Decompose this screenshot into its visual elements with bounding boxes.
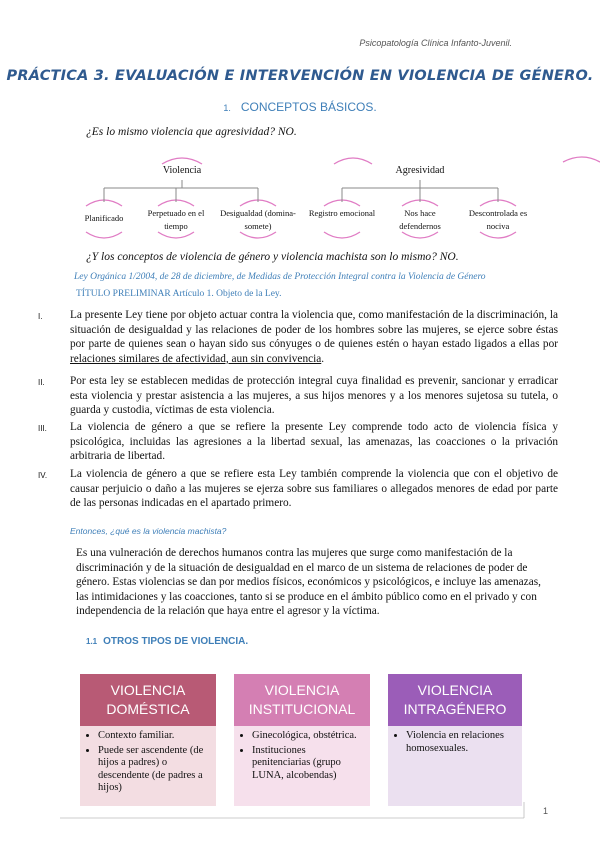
question-2: ¿Y los conceptos de violencia de género y violencia machista son lo mismo? NO. <box>86 251 459 263</box>
node-violencia: Violencia <box>162 165 202 176</box>
node-child: Desigualdad (domina-somete) <box>220 208 296 231</box>
card-body <box>388 726 522 806</box>
arc-decoration <box>86 232 122 238</box>
section-heading <box>0 100 600 114</box>
card-header: VIOLENCIA INSTITUCIONAL <box>234 674 370 726</box>
node-child: Planificado <box>84 213 124 223</box>
page-footer-line <box>0 798 600 828</box>
card-header: VIOLENCIA DOMÉSTICA <box>80 674 216 726</box>
arc-decoration <box>162 158 202 164</box>
item-number: I. <box>38 312 43 321</box>
arc-decoration <box>324 232 360 238</box>
concept-diagram <box>0 150 600 250</box>
card-bullet: • Instituciones penitenciarias (grupo LUNA, alcobendas) <box>252 745 364 783</box>
item-number: II. <box>38 378 45 387</box>
arc-decoration <box>334 158 372 164</box>
page-header: Psicopatología Clínica Infanto-Juvenil. <box>359 38 512 48</box>
node-child: Nos hace defendernos <box>399 208 441 231</box>
card-bullet: • Violencia en relaciones homosexuales. <box>406 730 516 755</box>
question-1: ¿Es lo mismo violencia que agresividad? NO. <box>86 126 297 138</box>
subsection-number: 1.1 <box>86 637 98 646</box>
subheading-question: Entonces, ¿qué es la violencia machista? <box>70 526 227 536</box>
definition-paragraph: Es una vulneración de derechos humanos contra las mujeres que surge como manifestación de la discriminación y de la situación de desigualdad en el marco de un sistema de relaciones de poder de género. Estas violencias se dan por medios físicos, económicos y psicológicos, e incluye las amenazas, las intimidaciones y las coacciones, tanto si se produce en el ámbito público como en el privado y con independencia de la relación que haya entre el agresor y la víctima. <box>76 547 541 617</box>
card-bullet: • Puede ser ascendente (de hijos a padres) o descendente (de padres a hijos) <box>98 745 210 795</box>
violence-type-card <box>80 674 216 806</box>
page-number: 1 <box>542 806 548 816</box>
section-number: 1. <box>223 103 231 113</box>
node-child: Descontrolada es nociva <box>468 208 528 231</box>
law-item: La presente Ley tiene por objeto actuar contra la violencia que, como manifestación de la discriminación, la situación de desigualdad y las relaciones de poder de los hombres sobre las mujeres, se ejerce sobre éstas por parte de quienes sean o hayan sido sus cónyuges o de quienes estén o hayan estado ligados a ellas por relaciones similares de afectividad, aun sin convivencia. <box>70 309 558 365</box>
card-body <box>234 726 370 806</box>
violence-type-card <box>234 674 370 806</box>
card-body <box>80 726 216 806</box>
law-item: La violencia de género a que se refiere esta Ley también comprende la violencia que con el objetivo de causar perjuicio o daño a las mujeres se ejerza sobre sus familiares o allegados menores de edad por parte de las personas indicadas en el apartado primero. <box>70 468 558 509</box>
section-label: CONCEPTOS BÁSICOS. <box>240 100 377 114</box>
underlined-phrase: relaciones similares de afectividad, aun sin convivencia <box>70 352 322 365</box>
subsection-heading <box>86 636 248 647</box>
law-title: TÍTULO PRELIMINAR Artículo 1. Objeto de la Ley. <box>76 289 282 299</box>
node-child: Registro emocional <box>308 208 376 218</box>
node-agresividad: Agresividad <box>395 165 445 176</box>
law-item: Por esta ley se establecen medidas de protección integral cuya finalidad es prevenir, sancionar y erradicar esta violencia y prestar asistencia a las mujeres, a sus hijos menores y a los menores sujetosa su tutela, o guarda y custodia, víctimas de esta violencia. <box>70 375 558 416</box>
item-number: IV. <box>38 471 48 480</box>
item-number: III. <box>38 424 47 433</box>
law-item: La violencia de género a que se refiere la presente Ley comprende todo acto de violencia física y psicológica, incluidas las agresiones a la libertad sexual, las amenazas, las coacciones o la privación arbitraria de libertad. <box>70 421 558 462</box>
page-title: PRÁCTICA 3. EVALUACIÓN E INTERVENCIÓN EN VIOLENCIA DE GÉNERO. <box>6 68 594 84</box>
card-bullet: • Contexto familiar. <box>98 730 210 743</box>
arc-decoration <box>563 157 600 162</box>
law-reference: Ley Orgánica 1/2004, de 28 de diciembre, de Medidas de Protección Integral contra la Violencia de Género <box>74 272 486 282</box>
card-header: VIOLENCIA INTRAGÉNERO <box>388 674 522 726</box>
card-bullet: • Ginecológica, obstétrica. <box>252 730 364 743</box>
node-child: Perpetuado en el tiempo <box>147 208 205 231</box>
violence-type-card <box>388 674 522 806</box>
subsection-label: OTROS TIPOS DE VIOLENCIA. <box>103 636 249 647</box>
